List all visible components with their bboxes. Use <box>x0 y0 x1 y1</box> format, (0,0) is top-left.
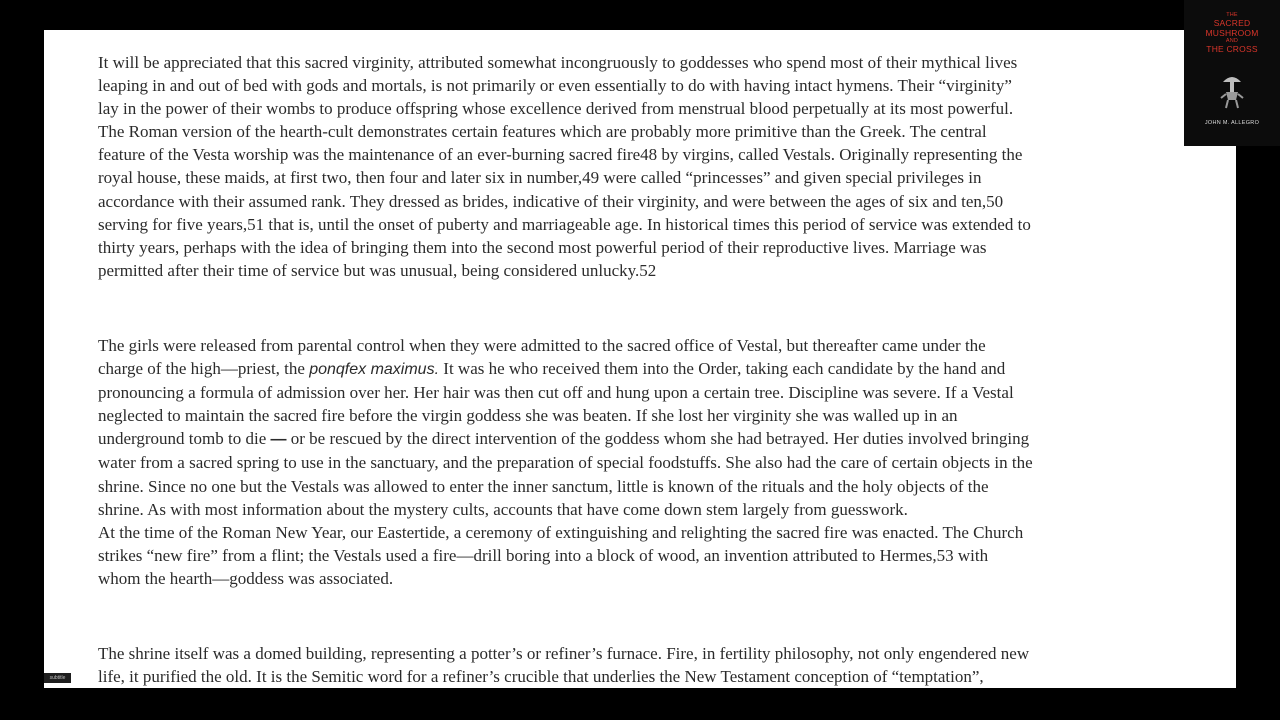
cover-title-sacred: SACRED <box>1213 18 1251 28</box>
paragraph-3: The shrine itself was a domed building, representing a potter’s or refiner’s furnace. Fire, in fertility philosophy, not only engendered new life, it purified the old. It is the Semitic word for a refiner’s crucible that underlies the New Testament conception of “temptation”, <box>98 644 1030 687</box>
paragraph-2-italic-term: ponqfex maximus. <box>309 361 440 379</box>
book-cover-author: JOHN M. ALLEGRO <box>1204 120 1260 126</box>
book-cover-thumbnail <box>1184 0 1280 146</box>
paragraph-2-part-a: The girls were released from parental control when they were admitted to the sacred office of Vestal, but thereafter came under the charge of the high—priest, the <box>98 336 986 379</box>
paragraph-2-part-b: It was he who received them into the Order, taking each candidate by the hand and pronouncing a formula of admission over her. Her hair was then cut off and hung upon a certain tree. Discipline was severe. If a Vestal neglected to maintain the sacred fire before the virgin goddess she was beaten. If she lost her virginity she was walled up in an underground tomb to die <box>98 359 1014 449</box>
subtitle-tag: subtitle <box>44 673 71 683</box>
paragraph-2 <box>98 334 1208 590</box>
document-page <box>44 30 1236 688</box>
mushroom-figure-icon <box>1217 70 1247 110</box>
cover-title-the-cross: THE CROSS <box>1206 44 1258 54</box>
paragraph-2-part-c: or be rescued by the direct intervention of the goddess whom she had betrayed. Her duties involved bringing water from a sacred spring to use in the sanctuary, and the preparation of special foodstuffs. She also had the care of certain objects in the shrine. Since no one but the Vestals was allowed to enter the inner sanctum, little is known of the rituals and the holy objects of the shrine. As with most information about the mystery cults, accounts that have come down stem largely from guesswork. At the time of the Roman New Year, our Eastertide, a ceremony of extinguishing and relighting the sacred fire was enacted. The Church strikes “new fire” from a flint; the Vestals used a fire—drill boring into a block of wood, an invention attributed to Hermes,53 with whom the hearth—goddess was associated. <box>98 429 1033 588</box>
paragraph-2-dash: — <box>270 431 287 449</box>
cover-title-and: AND <box>1225 38 1239 44</box>
book-cover-title <box>1184 12 1280 55</box>
cover-title-the: THE <box>1226 12 1238 18</box>
cover-title-mushroom: MUSHROOM <box>1205 27 1259 38</box>
paragraph-1: It will be appreciated that this sacred virginity, attributed somewhat incongruously to goddesses who spend most of their mythical lives leaping in and out of bed with gods and mortals, is not primarily or even essentially to do with having intact hymens. Their “virginity” lay in the power of their wombs to produce offspring whose excellence derived from menstrual blood perpetually at its most powerful. The Roman version of the hearth-cult demonstrates certain features which are probably more primitive than the Greek. The central feature of the Vesta worship was the maintenance of an ever-burning sacred fire48 by virgins, called Vestals. Originally representing the royal house, these maids, at first two, then four and later six in number,49 were called “princesses” and given special privileges in accordance with their assumed rank. They dressed as brides, indicative of their virginity, and were between the ages of six and ten,50 serving for five years,51 that is, until the onset of puberty and marriageable age. In historical times this period of service was extended to thirty years, perhaps with the idea of bringing them into the second most powerful period of their reproductive lives. Marriage was permitted after their time of service but was unusual, being considered unlucky.52 <box>98 53 1031 280</box>
